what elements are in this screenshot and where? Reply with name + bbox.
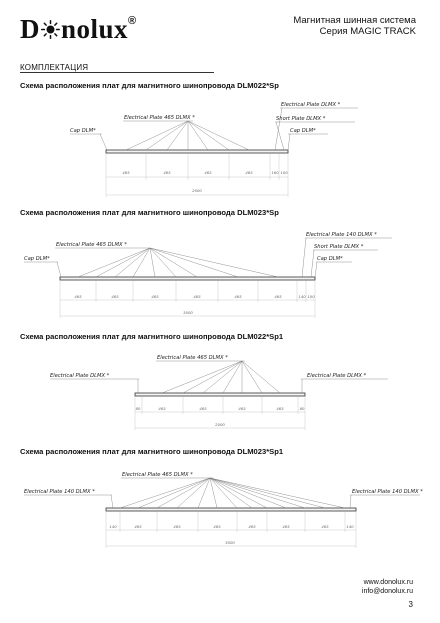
d3-seg-4: 465	[238, 406, 246, 411]
d1-seg-1: 465	[122, 170, 130, 175]
d4-seg-8: 140	[346, 524, 354, 529]
d3-seg-5: 465	[276, 406, 284, 411]
diagram-1	[70, 102, 358, 197]
d4-seg-2: 465	[134, 524, 142, 529]
d1-seg-2: 465	[163, 170, 171, 175]
d4-label-plate-left: Electrical Plate 140 DLMX *	[24, 489, 95, 495]
d2-label-plate-465: Electrical Plate 465 DLMX *	[56, 242, 127, 248]
d1-label-plate-top: Electrical Plate DLMX *	[281, 102, 341, 108]
diagram-3-track	[135, 393, 305, 396]
diagram-1-track	[106, 150, 288, 153]
email-link[interactable]: info@donolux.ru	[361, 588, 413, 595]
diagram-3-caption: Схема расположения плат для магнитного шинопровода DLM022*Sp1	[20, 332, 284, 341]
d2-seg-7: 140	[298, 294, 306, 299]
website-link[interactable]: www.donolux.ru	[363, 579, 413, 586]
d1-label-cap-left: Cap DLM*	[70, 128, 96, 134]
d4-total: 3000	[225, 540, 235, 545]
d4-seg-4: 465	[213, 524, 221, 529]
d1-seg-3: 465	[204, 170, 212, 175]
d3-seg-2: 465	[158, 406, 166, 411]
header-title-line1: Магнитная шинная система	[293, 15, 416, 26]
diagram-4-caption: Схема расположения плат для магнитного шинопровода DLM023*Sp1	[20, 447, 284, 456]
d3-seg-3: 465	[199, 406, 207, 411]
footer-contacts	[362, 578, 413, 596]
d4-seg-1: 140	[109, 524, 117, 529]
diagram-2-track	[60, 277, 315, 280]
d2-seg-6: 465	[274, 294, 282, 299]
d2-label-short-plate: Short Plate DLMX *	[314, 244, 364, 250]
d3-label-plate-left: Electrical Plate DLMX *	[50, 373, 110, 379]
d2-seg-4: 465	[193, 294, 201, 299]
d2-label-plate-140: Electrical Plate 140 DLMX *	[306, 232, 377, 238]
d4-seg-3: 465	[173, 524, 181, 529]
registered-mark: ®	[128, 15, 137, 27]
diagram-4-track	[106, 508, 356, 511]
d4-seg-5: 465	[248, 524, 256, 529]
d3-label-plate-465: Electrical Plate 465 DLMX *	[157, 355, 228, 361]
d2-seg-1: 465	[74, 294, 82, 299]
d1-label-cap-right: Cap DLM*	[290, 128, 316, 134]
d3-label-plate-right: Electrical Plate DLMX *	[307, 373, 367, 379]
diagram-3	[50, 355, 388, 430]
d4-label-plate-right: Electrical Plate 140 DLMX *	[352, 489, 423, 495]
d1-total: 2000	[192, 188, 202, 193]
d2-label-cap-right: Cap DLM*	[317, 256, 343, 262]
page-number: 3	[408, 600, 413, 609]
diagram-2	[24, 232, 392, 318]
d4-seg-6: 465	[282, 524, 290, 529]
d2-seg-8: 100	[307, 294, 315, 299]
d2-seg-2: 465	[111, 294, 119, 299]
d3-seg-6: 80	[299, 406, 305, 411]
logo-letters: nolux	[61, 14, 129, 44]
d4-seg-7: 465	[321, 524, 329, 529]
d1-label-short-plate: Short Plate DLMX *	[276, 116, 326, 122]
diagram-2-caption: Схема расположения плат для магнитного шинопровода DLM023*Sp	[20, 208, 279, 217]
d2-label-cap-left: Cap DLM*	[24, 256, 50, 262]
d3-total: 2000	[215, 422, 225, 427]
d1-seg-4: 465	[245, 170, 253, 175]
d1-label-plate-465: Electrical Plate 465 DLMX *	[124, 115, 195, 121]
d2-seg-3: 465	[151, 294, 159, 299]
d1-seg-6: 100	[280, 170, 288, 175]
header-title-line2: Серия MAGIC TRACK	[319, 26, 416, 37]
d3-seg-1: 80	[135, 406, 141, 411]
diagram-4	[24, 472, 423, 548]
d2-total: 3000	[183, 310, 193, 315]
section-title: КОМПЛЕКТАЦИЯ	[20, 63, 89, 72]
d2-seg-5: 465	[234, 294, 242, 299]
d1-seg-5: 160	[271, 170, 279, 175]
diagram-1-caption: Схема расположения плат для магнитного шинопровода DLM022*Sp	[20, 81, 279, 90]
d4-label-plate-465: Electrical Plate 465 DLMX *	[122, 472, 193, 478]
logo-letter-d: D	[20, 14, 40, 44]
